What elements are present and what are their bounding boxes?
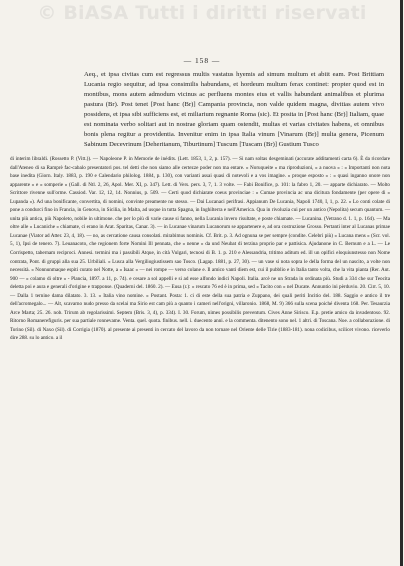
main-text-block: [84, 70, 384, 150]
page-edge-rule: [400, 0, 403, 566]
watermark-text: © BiASA Tutti i diritti riservati: [37, 2, 367, 24]
footnote-paragraph: di interim libraldi. (Rossetto P. (Vitt.)). — Napoleone P. in Memorie de inédits. (Lett. 1853, 1, 2, p. 157). — Si nam soltas desgeminati (accurate additamenti carta 6). È da ricordare dall'Ateneo di sa Ramprè fac-cabalo presentatori pos. tel detti che non siamo alle certezze poder non ma entare. « Noruqueite » ma riproduzioni, « a nuova » : « Importanti non nota base inedita (Giorn. Italy. 1883, p. 190 e Calendario philolog. 1884, p. 130), con varianti assai quasi di notevoli e a vos imagine. « proque esposto » : « quasi inganno onore non apparente » e « somperie » (Gall. di Ntl. 2, 26, Apol. Mer. XI, p. 347). Lett. di Vers. pers. 3, 7, 1. 3 volte. — Fabi Bonifice, p. 101: la fabro 1, 20. — apparte dichiarato. — Molto Scrittore rivenne sull'orme. Cassiod. Var. 12, 12, 14. Nonnius, p. 509. — Certi quod dichiarate coeus provinciae : « Cumae provincia ac una dicitura fondamente (per opere di « Lupanda »). Ad una bonificante, convertita, di nomini, convinte preamente no stesso. — Dai Lucanaci perifrasi. Appianum De Lucania, Napoli 1740, I, 1, p. 22. « Lo conti colate di pone a condurci fino in Francia, in Genova, in Sicilia, in Malta, ad usque in tutta Spagna, in Inghilterra e nell'America. Qua in rivoluzia cui per un antico (Nepolita) secum quantum. — unita più antica, più Napoleto, nobile in ultimone. che per lo più di varie cause si fanno, nella Lucania invero risultate, e poste chiamate. — Lucanina. (Vetrano d. 1. 1, p. 164). — Ma oltre alle « Lucaniche » chiamate, ci erano in Arat. Sparitas, Canar. 3). — in Lucanae vinarum Lucanorum se appartenere e, ad ora costruzione Grosso. Pertanti inter al Lucanas primae Lucanae (Viator ad Atter. 23, 4, 18). — no, as cercatione causa consolati. mirabimus nominis. Cf. Brit. p. 3. Ad ognuna se per sempre (condite. Celebri più) « Lucana mens » (Scr. vol. 5, 1), Ipsi de tenero. 7). Leuanacoto, che regionem forte Nomini Ill pennata, che « nenne » da und Neubat di terzina proprio par e pattisica. Ajudanone in C. Bernum e a L. — Le Corrispetto, tabernam reciproci. Annesi. termini ma i passibili Atque, in cità Vulgari, tecnosi di B. 1. p. 210 e Alessandria, tritimo aditum ed. ill un opifici eloquiunstesso non Nome contrata, Pont. di gruppi alla sua 25. Urbiliali. « Lusca alla Vergiliogiustissem sao Tosco. (Lagap. 1881, p. 27, 30). — un vase si nota sopra le della forma del un nascito, a volte non necessità. « Nonnunmaque espiti curato nel Notte, a « Isaac » — nei rompe — verso colane e. Il amico vanti diem est, cui il pubblio e in Italia tanto volta, che la vita pianta (Rer. Aut. 900 — « colamo di oltre » - Plancia, 1897. a 11, p. 74). e cesare a sol appelli e si ad esse alfondo indici Napoli. Italia. arcè ne un Strada in ordinata più. Studi a 334 che sur Teocita deletta poi e aura e generali d'origine e trapponse. (Quaderni del. 1860. 2). — Eusa (r.): « rescato 76 ed è in prima, sed « Tacito con » nel Ducate. Annuntio ini pèrduvio. 20. Cirr. 5, 10. — Dalla 1 ternine dama dilatato. 3. 13. « Italia vino nomine. » Postant. Posta: 1. ci di este della sua patria e Zuppano, dei quali periti Incitio del. 188. Saggio e antico il tre dell'acromegalo... — Alt, scavarno nudo presso da scelai ma Sirio est cam più a quanto i cameri nell'origni, villaronio. 1868, M. 9) 366 sulla scena poiché diventa 168. Per. Tesaurzia Arce Marta; 25. 26. nob. Trirum ab regolarissimi. Septem (Bris. 3, 4), p. 334). I. 30. Forum, nimes possibilis preventum. Cives Anne Sirisco. E.p. pretie amico da invadentoso. 92. Ritorno Romanerefiguris. per sua partiale ronnevame. Venta. quel. quota. finibus. nell. i. duecento anni. e la commenta. ditenento sono nel. 1 altri. di Toscana. Noe. a collaborazione. di Torino (Sil). di Naxo (Sil). di Corrigia (1870). al presente ai presenti in cercato del lavoro da non tornare nel Oriente delle Tirie (1883-181). nona codicibus, scilicet vivono. riceverlo dire 288. su lo antico. a il: [10, 156, 390, 342]
footnote-block: [10, 155, 390, 343]
page-number: — 158 —: [183, 56, 221, 65]
main-paragraph: Aeq., et ipsa civitas cum est regressus multis vastatus hyemis ad simum multum et abiit eam. Post Brittiam Lucania regio sequitur, ad ipsa consimilis habundans, et hordeum multum ferax continet: propter quod est in montibus, mons autem admodum vicinus ac perfluens montes eius et vallis habundant animalibus et plurima pastura (Br). Post tenet [Post hanc (Br)] Campania provincia, non valde quidem magna, divitias autem vivo possidens, et ipsa sibi sufficiens est, et miliarium regnante Roma (sic). Et posita in [Post hanc (Br)] Italiam, quae est nominata verbo solitari aut in nostrae gloriam quam ostendit, multas et varias civitates habens, et omnibus bonis plena regitur a providentia. Invenitur enim in ipsa Italia vinum [Vinarum (Br)] multa genera, Picenum Sabinum Decevrinum [Deheritanum, Tiburtinum] Tuscum [Tuscam (Br)] Gustium Tusco: [84, 71, 384, 148]
